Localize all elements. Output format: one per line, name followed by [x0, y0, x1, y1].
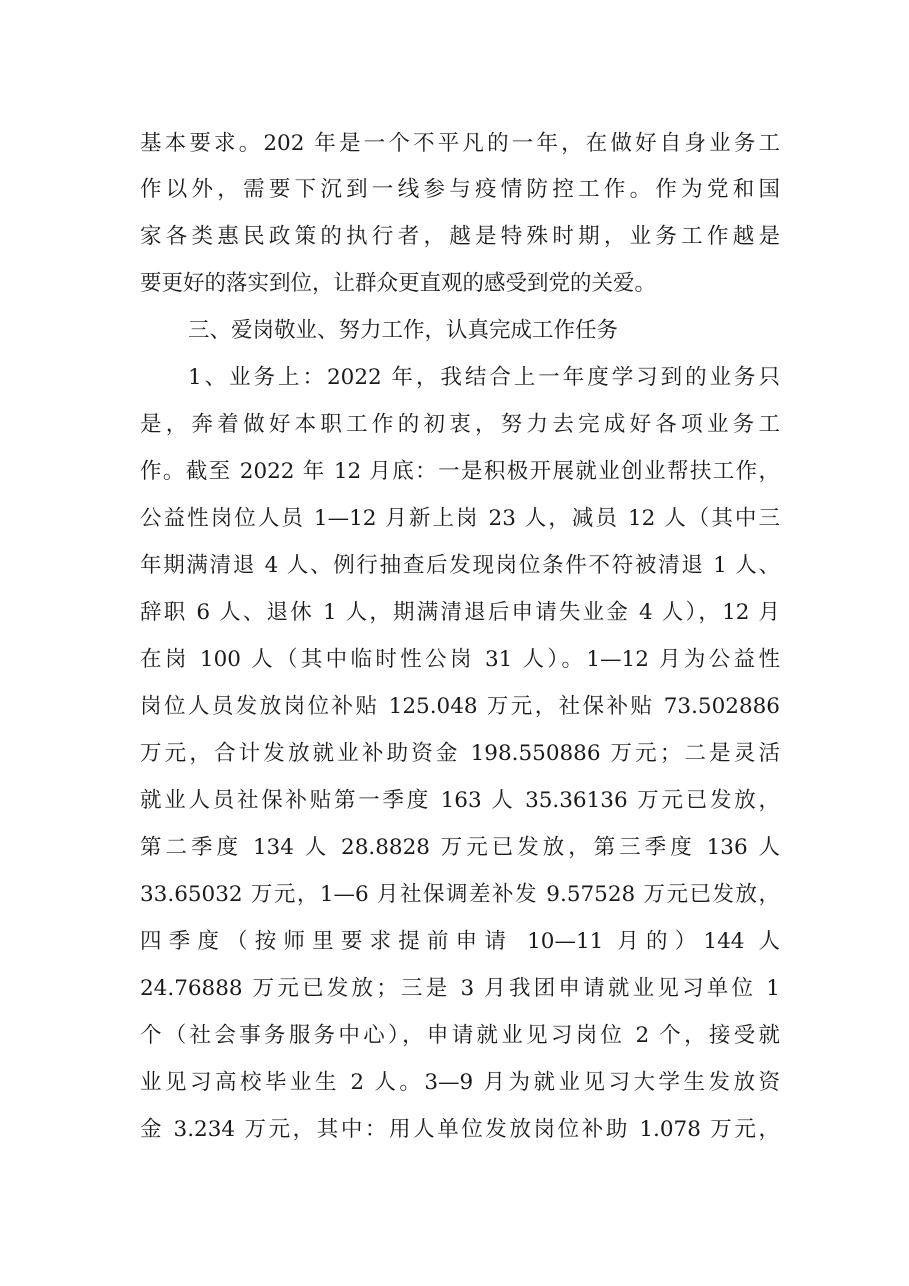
paragraph-line: 辞职 6 人、退休 1 人，期满清退后申请失业金 4 人），12 月 [140, 600, 780, 625]
paragraph-line: 1、业务上：2022 年，我结合上一年度学习到的业务只 [188, 365, 780, 390]
paragraph-line: 金 3.234 万元，其中：用人单位发放岗位补助 1.078 万元， [140, 1117, 780, 1142]
paragraph-line: 家各类惠民政策的执行者，越是特殊时期，业务工作越是 [140, 224, 780, 249]
paragraph-line: 万元，合计发放就业补助资金 198.550886 万元；二是灵活 [140, 741, 780, 766]
paragraph-line: 作。截至 2022 年 12 月底：一是积极开展就业创业帮扶工作， [140, 459, 780, 484]
paragraph-line: 个（社会事务服务中心），申请就业见习岗位 2 个，接受就 [140, 1023, 780, 1048]
paragraph-line: 公益性岗位人员 1—12 月新上岗 23 人，减员 12 人（其中三 [140, 506, 780, 531]
paragraph-line: 岗位人员发放岗位补贴 125.048 万元，社保补贴 73.502886 [140, 694, 780, 719]
paragraph-line: 第二季度 134 人 28.8828 万元已发放，第三季度 136 人 [140, 835, 780, 860]
paragraph-line: 24.76888 万元已发放；三是 3 月我团申请就业见习单位 1 [140, 976, 780, 1001]
paragraph-line: 年期满清退 4 人、例行抽查后发现岗位条件不符被清退 1 人、 [140, 553, 780, 578]
paragraph-line: 是，奔着做好本职工作的初衷，努力去完成好各项业务工 [140, 412, 780, 437]
section-heading: 三、爱岗敬业、努力工作，认真完成工作任务 [188, 318, 619, 343]
paragraph-line: 作以外，需要下沉到一线参与疫情防控工作。作为党和国 [140, 177, 780, 202]
paragraph-line: 在岗 100 人（其中临时性公岗 31 人）。1—12 月为公益性 [140, 647, 780, 672]
paragraph-line: 四季度（按师里要求提前申请 10—11 月的）144 人 [140, 929, 780, 954]
paragraph-line: 基本要求。202 年是一个不平凡的一年，在做好自身业务工 [140, 131, 780, 156]
paragraph-line: 33.65032 万元，1—6 月社保调差补发 9.57528 万元已发放， [140, 882, 780, 907]
paragraph-line: 就业人员社保补贴第一季度 163 人 35.36136 万元已发放， [140, 788, 780, 813]
paragraph-line: 要更好的落实到位，让群众更直观的感受到党的关爱。 [140, 271, 657, 296]
paragraph-line: 业见习高校毕业生 2 人。3—9 月为就业见习大学生发放资 [140, 1070, 780, 1095]
